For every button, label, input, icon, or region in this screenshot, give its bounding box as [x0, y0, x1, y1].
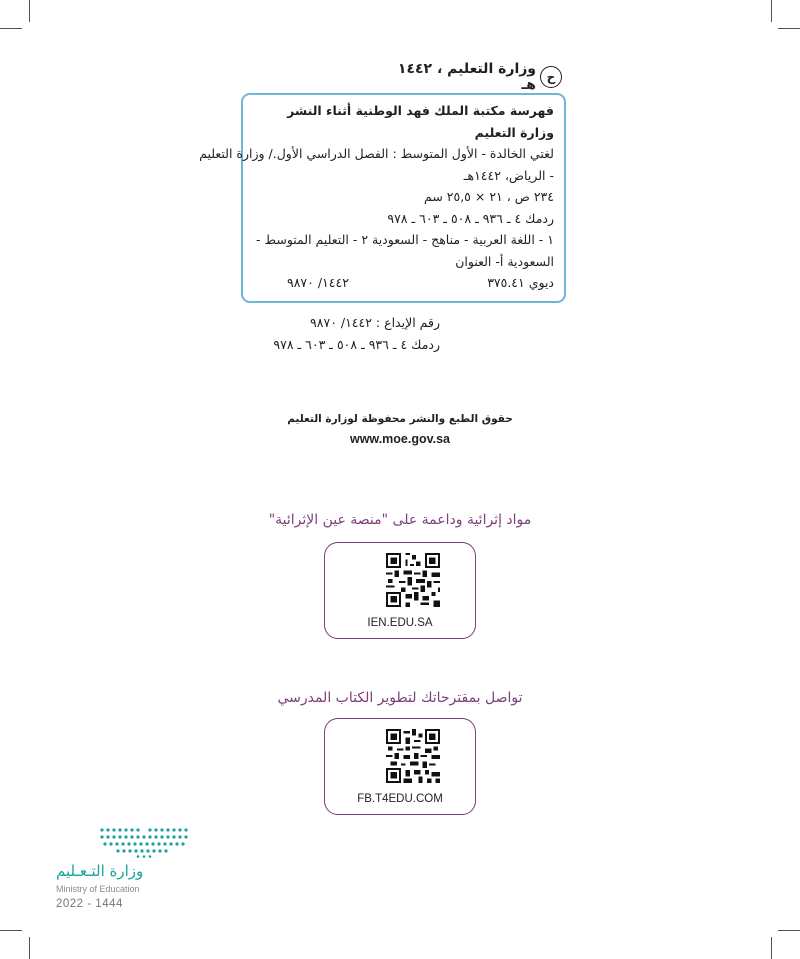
catalog-dimensions: ٢٣٤ ص ، ٢١ × ٢٥,٥ سم — [424, 189, 554, 204]
ministry-logo — [56, 826, 196, 916]
crop-mark — [771, 937, 772, 959]
catalog-deposit-no: ١٤٤٢/ ٩٨٧٠ — [287, 275, 349, 290]
crop-mark — [0, 930, 22, 931]
crop-mark — [29, 0, 30, 22]
catalog-subjects-line1: ١ - اللغة العربية - مناهج - السعودية ٢ - التعليم المتوسط - — [256, 232, 554, 247]
ien-qr-card[interactable] — [324, 542, 476, 639]
catalog-title-line: لغتي الخالدة - الأول المتوسط : الفصل الدراسي الأول./ وزارة التعليم — [199, 146, 554, 161]
rights-statement: حقوق الطبع والنشر محفوظة لوزارة التعليم — [287, 413, 513, 425]
ministry-dots-icon — [98, 826, 190, 858]
catalog-heading: فهرسة مكتبة الملك فهد الوطنية أثناء النشر — [287, 103, 554, 118]
deposit-number: رقم الإيداع : ١٤٤٢/ ٩٨٧٠ — [310, 315, 440, 330]
crop-mark — [778, 28, 800, 29]
ministry-name-arabic: وزارة التـعـليم — [56, 862, 144, 880]
catalog-record-box — [199, 93, 566, 303]
deposit-info — [240, 312, 440, 356]
ien-url[interactable]: IEN.EDU.SA — [367, 617, 433, 629]
catalog-isbn: ردمك ٤ ـ ٩٣٦ ـ ٥٠٨ ـ ٦٠٣ ـ ٩٧٨ — [387, 210, 554, 226]
feedback-qr-card[interactable] — [324, 718, 476, 815]
catalog-publisher: وزارة التعليم — [474, 124, 554, 140]
enrichment-heading: مواد إثرائية وداعمة على "منصة عين الإثرائية" — [268, 512, 532, 528]
crop-mark — [771, 0, 772, 22]
feedback-url[interactable]: FB.T4EDU.COM — [357, 793, 443, 805]
copyright-text: وزارة التعليم ، ١٤٤٢ هـ — [397, 61, 536, 93]
feedback-heading: تواصل بمقترحاتك لتطوير الكتاب المدرسي — [277, 690, 523, 706]
ministry-name-english: Ministry of Education — [56, 884, 140, 894]
catalog-subjects-line2: السعودية أ- العنوان — [455, 253, 554, 269]
crop-mark — [29, 937, 30, 959]
catalog-dewey-row — [251, 272, 554, 294]
copyright-line — [380, 61, 562, 93]
website-link[interactable]: www.moe.gov.sa — [349, 432, 451, 446]
ministry-years: 2022 - 1444 — [56, 898, 123, 910]
catalog-dewey: ديوي ٣٧٥.٤١ — [487, 275, 554, 290]
qr-code-icon — [386, 553, 440, 607]
deposit-isbn: ردمك ٤ ـ ٩٣٦ ـ ٥٠٨ ـ ٦٠٣ ـ ٩٧٨ — [273, 337, 440, 352]
copyright-icon: ح — [540, 66, 562, 88]
qr-code-icon — [386, 729, 440, 783]
crop-mark — [778, 930, 800, 931]
crop-mark — [0, 28, 22, 29]
catalog-place-line: - الرياض، ١٤٤٢هـ — [463, 167, 554, 183]
